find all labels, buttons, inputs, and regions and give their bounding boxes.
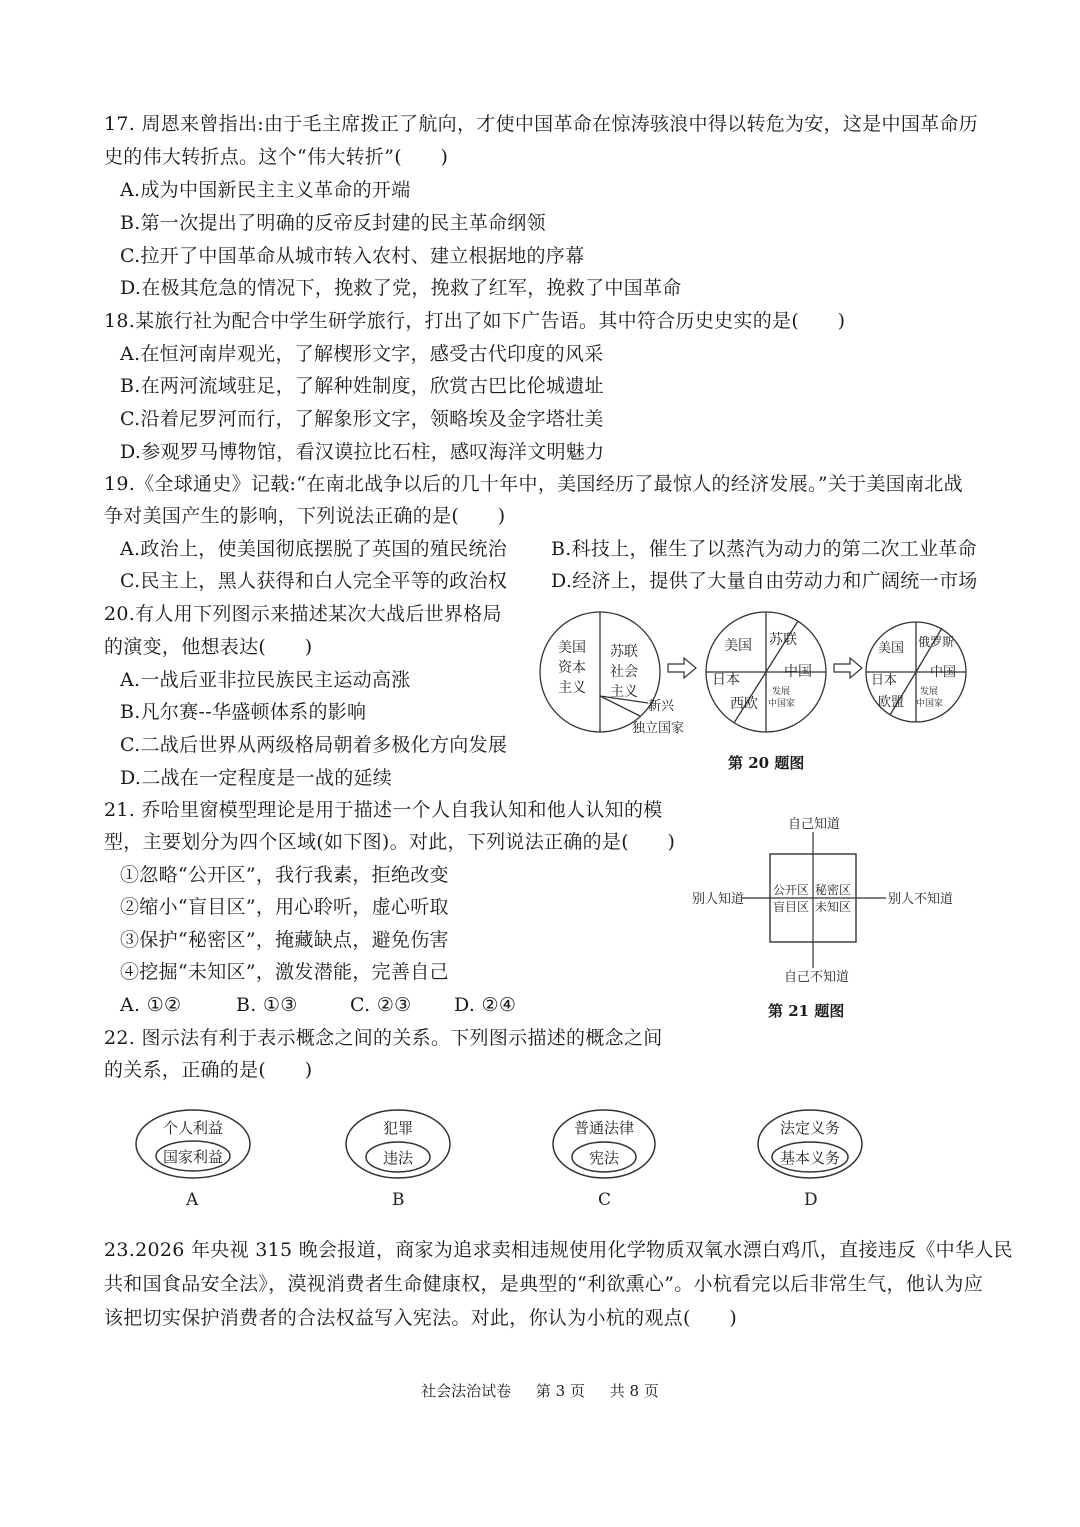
q21-stem-line1: 21. 乔哈里窗模型理论是用于描述一个人自我认知和他人认知的模 — [104, 799, 663, 821]
q17-option-a: A.成为中国新民主主义革命的开端 — [120, 179, 411, 201]
q17-stem-line2: 史的伟大转折点。这个“伟大转折”( ) — [104, 146, 449, 168]
diagram-d-inner: 基本义务 — [780, 1149, 841, 1167]
diagram-b-letter: B — [392, 1190, 405, 1210]
diagram-c-letter: C — [598, 1190, 612, 1210]
q20-stem-line1: 20.有人用下列图示来描述某次大战后世界格局 — [104, 603, 502, 625]
q20-stem-line2: 的演变，他想表达( ) — [104, 636, 313, 658]
q22-stem-line2: 的关系，正确的是( ) — [104, 1059, 313, 1081]
johari-blind-area: 盲目区 — [773, 900, 810, 914]
pie1-left-l2: 资本 — [558, 660, 586, 676]
q17-option-c: C.拉开了中国革命从城市转入农村、建立根据地的序幕 — [120, 245, 585, 267]
diagram-c-outer: 普通法律 — [574, 1119, 635, 1137]
q18-option-a: A.在恒河南岸观光，了解楔形文字，感受古代印度的风采 — [120, 343, 604, 365]
diagram-c-inner: 宪法 — [589, 1149, 620, 1167]
johari-bottom-label: 自己不知道 — [784, 970, 850, 985]
q19-option-d: D.经济上，提供了大量自由劳动力和广阔统一市场 — [551, 570, 978, 592]
diagram-c — [553, 1110, 655, 1210]
q23-stem-line1: 23.2026 年央视 315 晚会报道，商家为追求卖相违规使用化学物质双氧水漂白鸡爪，直接违反《中华人民 — [104, 1239, 1013, 1261]
pie2-f-l1: 发展 — [772, 687, 791, 697]
q18-stem: 18.某旅行社为配合中学生研学旅行，打出了如下广告语。其中符合历史史实的是( ) — [104, 310, 846, 332]
pie3-f-l2: 中国家 — [916, 699, 944, 709]
q21-item-4: ④挖掘“未知区”，激发潜能，完善自己 — [120, 961, 449, 983]
johari-secret-area: 秘密区 — [815, 883, 852, 897]
pie3-d: 日本 — [871, 673, 898, 688]
pie1-left-l1: 美国 — [558, 640, 586, 656]
q17-option-b: B.第一次提出了明确的反帝反封建的民主革命纲领 — [120, 212, 546, 234]
q18-option-d: D.参观罗马博物馆，看汉谟拉比石柱，感叹海洋文明魅力 — [120, 441, 605, 463]
pie2-c: 中国 — [784, 664, 812, 680]
pie1-right-l2: 社会 — [610, 664, 638, 680]
pie1-right-l1: 苏联 — [610, 644, 638, 660]
diagram-b — [346, 1110, 450, 1210]
diagram-a-outer: 个人利益 — [163, 1119, 224, 1137]
q21-figure-caption: 第 21 题图 — [768, 1002, 845, 1020]
pie1-new-l2: 独立国家 — [632, 721, 685, 736]
q19-stem-line1: 19.《全球通史》记载:“在南北战争以后的几十年中，美国经历了最惊人的经济发展。”关于美国南北战 — [104, 473, 963, 495]
pie2-b: 苏联 — [769, 632, 797, 648]
johari-window-diagram — [690, 810, 960, 990]
pie2-d: 日本 — [712, 672, 740, 688]
footer-total-pages: 共 8 页 — [609, 1382, 659, 1400]
pie1-left-l3: 主义 — [558, 680, 586, 696]
pie2-e: 西欧 — [730, 696, 758, 712]
johari-right-label: 别人不知道 — [888, 892, 954, 907]
q23-stem-line2: 共和国食品安全法》，漠视消费者生命健康权，是典型的“利欲熏心”。小杭看完以后非常生气，他认为应 — [104, 1273, 984, 1295]
pie3-b: 俄罗斯 — [918, 635, 955, 649]
page-footer — [0, 1380, 1080, 1401]
q20-option-c: C.二战后世界从两级格局朝着多极化方向发展 — [120, 734, 508, 756]
q21-choice-b: B. ①③ — [236, 994, 298, 1016]
q21-item-3: ③保护“秘密区”，掩藏缺点，避免伤害 — [120, 929, 449, 951]
pie3-a: 美国 — [878, 641, 905, 656]
arrow-right-icon — [668, 658, 696, 678]
johari-open-area: 公开区 — [773, 883, 810, 897]
q20-figure-caption: 第 20 题图 — [728, 754, 805, 772]
q23-stem-line3: 该把切实保护消费者的合法权益写入宪法。对此，你认为小杭的观点( ) — [104, 1307, 738, 1329]
diagram-d — [758, 1110, 862, 1210]
diagram-a-inner: 国家利益 — [163, 1148, 224, 1166]
johari-top-label: 自己知道 — [788, 817, 841, 832]
q20-option-d: D.二战在一定程度是一战的延续 — [120, 767, 393, 789]
pie2-a: 美国 — [724, 638, 752, 654]
diagram-b-outer: 犯罪 — [383, 1119, 414, 1137]
johari-unknown-area: 未知区 — [815, 900, 852, 914]
diagram-b-inner: 违法 — [383, 1149, 414, 1167]
q21-item-1: ①忽略“公开区”，我行我素，拒绝改变 — [120, 864, 449, 886]
q21-item-2: ②缩小“盲目区”，用心聆听，虚心听取 — [120, 896, 449, 918]
pie3-f-l1: 发展 — [920, 687, 939, 697]
q18-option-b: B.在两河流域驻足，了解种姓制度，欣赏古巴比伦城遗址 — [120, 375, 604, 397]
q22-stem-line1: 22. 图示法有利于表示概念之间的关系。下列图示描述的概念之间 — [104, 1027, 663, 1049]
diagram-a-letter: A — [186, 1190, 199, 1210]
q20-option-a: A.一战后亚非拉民族民主运动高涨 — [120, 669, 411, 691]
q21-choice-a: A. ①② — [120, 994, 182, 1016]
arrow-right-icon — [834, 658, 862, 678]
q19-option-a: A.政治上，使美国彻底摆脱了英国的殖民统治 — [120, 538, 508, 560]
q21-choice-d: D. ②④ — [454, 994, 517, 1016]
pie3-e: 欧盟 — [878, 695, 905, 710]
diagram-a — [136, 1110, 250, 1210]
q21-choice-c: C. ②③ — [350, 994, 412, 1016]
diagram-d-letter: D — [804, 1190, 818, 1210]
q19-stem-line2: 争对美国产生的影响，下列说法正确的是( ) — [104, 505, 506, 527]
pie2-f-l2: 中国家 — [768, 699, 796, 709]
johari-left-label: 别人知道 — [692, 892, 745, 907]
footer-page-number: 第 3 页 — [535, 1382, 585, 1400]
pie3-c: 中国 — [930, 665, 957, 680]
q20-pie-diagram — [538, 606, 968, 746]
q21-stem-line2: 型，主要划分为四个区域(如下图)。对此，下列说法正确的是( ) — [104, 831, 676, 853]
diagram-d-outer: 法定义务 — [780, 1119, 841, 1137]
q19-option-b: B.科技上，催生了以蒸汽为动力的第二次工业革命 — [551, 538, 977, 560]
q17-stem-line1: 17. 周恩来曾指出:由于毛主席拨正了航向，才使中国革命在惊涛骇浪中得以转危为安，这是中国革命历 — [104, 113, 979, 135]
footer-subject: 社会法治试卷 — [421, 1382, 512, 1400]
pie1-new-l1: 新兴 — [648, 699, 675, 714]
q17-option-d: D.在极其危急的情况下，挽救了党，挽救了红军，挽救了中国革命 — [120, 277, 682, 299]
q22-concept-diagrams — [130, 1106, 870, 1210]
q20-option-b: B.凡尔赛--华盛顿体系的影响 — [120, 701, 367, 723]
pie1-right-l3: 主义 — [610, 684, 638, 700]
q19-option-c: C.民主上，黑人获得和白人完全平等的政治权 — [120, 570, 508, 592]
q18-option-c: C.沿着尼罗河而行，了解象形文字，领略埃及金字塔壮美 — [120, 408, 604, 430]
